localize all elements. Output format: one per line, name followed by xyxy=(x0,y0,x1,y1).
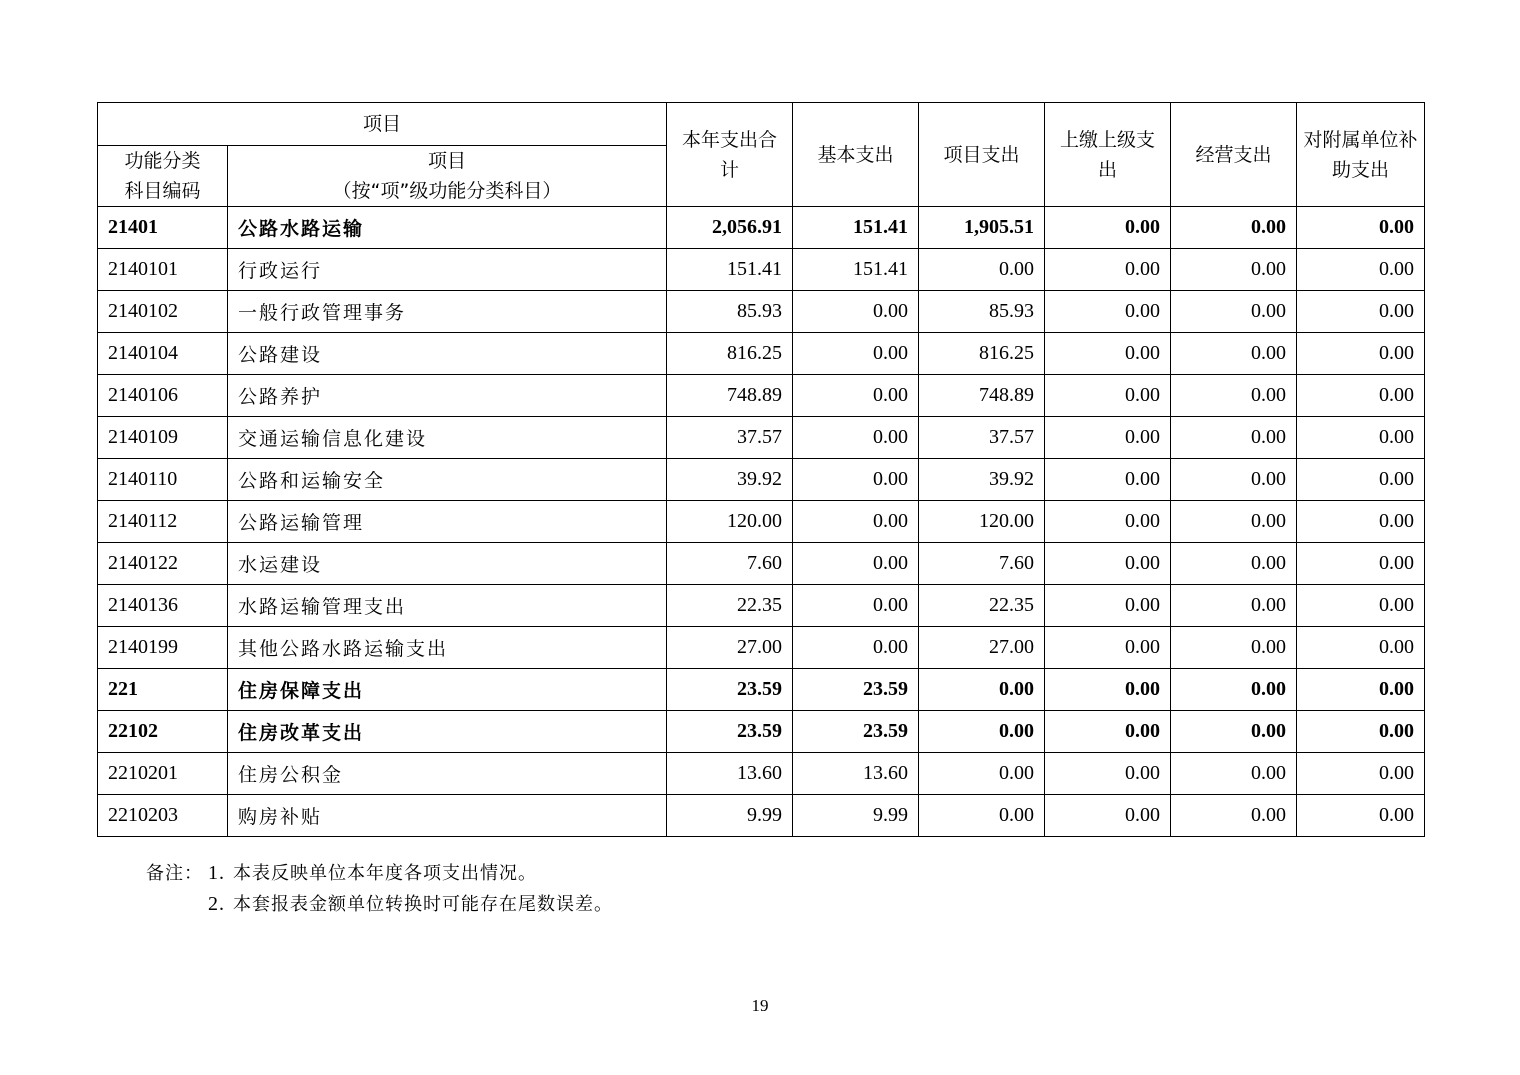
cell-project: 816.25 xyxy=(919,333,1045,375)
table-row xyxy=(98,207,1425,249)
cell-subsidy: 0.00 xyxy=(1297,795,1425,837)
table-row xyxy=(98,417,1425,459)
cell-basic: 0.00 xyxy=(793,333,919,375)
cell-name: 公路养护 xyxy=(228,375,667,417)
note-index: 2. xyxy=(208,893,225,915)
cell-subsidy: 0.00 xyxy=(1297,669,1425,711)
cell-subsidy: 0.00 xyxy=(1297,291,1425,333)
table-body xyxy=(98,207,1425,837)
cell-basic: 151.41 xyxy=(793,207,919,249)
cell-upper: 0.00 xyxy=(1045,333,1171,375)
cell-total: 748.89 xyxy=(667,375,793,417)
expenditure-table xyxy=(97,102,1425,837)
cell-project: 0.00 xyxy=(919,711,1045,753)
cell-total: 23.59 xyxy=(667,669,793,711)
cell-operating: 0.00 xyxy=(1171,753,1297,795)
cell-project: 27.00 xyxy=(919,627,1045,669)
header-subsidy: 对附属单位补助支出 xyxy=(1297,103,1425,207)
cell-code: 2140104 xyxy=(98,333,228,375)
cell-project: 0.00 xyxy=(919,669,1045,711)
cell-total: 151.41 xyxy=(667,249,793,291)
cell-basic: 0.00 xyxy=(793,375,919,417)
cell-operating: 0.00 xyxy=(1171,333,1297,375)
cell-total: 13.60 xyxy=(667,753,793,795)
cell-operating: 0.00 xyxy=(1171,711,1297,753)
header-name-line2: （按“项”级功能分类科目） xyxy=(332,180,562,202)
cell-subsidy: 0.00 xyxy=(1297,627,1425,669)
cell-total: 23.59 xyxy=(667,711,793,753)
cell-name: 公路运输管理 xyxy=(228,501,667,543)
cell-operating: 0.00 xyxy=(1171,669,1297,711)
cell-code: 2140106 xyxy=(98,375,228,417)
cell-project: 1,905.51 xyxy=(919,207,1045,249)
cell-subsidy: 0.00 xyxy=(1297,585,1425,627)
cell-upper: 0.00 xyxy=(1045,585,1171,627)
cell-name: 住房保障支出 xyxy=(228,669,667,711)
cell-operating: 0.00 xyxy=(1171,291,1297,333)
cell-basic: 0.00 xyxy=(793,459,919,501)
cell-project: 0.00 xyxy=(919,795,1045,837)
cell-upper: 0.00 xyxy=(1045,543,1171,585)
cell-subsidy: 0.00 xyxy=(1297,459,1425,501)
cell-upper: 0.00 xyxy=(1045,711,1171,753)
header-upper: 上缴上级支出 xyxy=(1045,103,1171,207)
cell-name: 公路水路运输 xyxy=(228,207,667,249)
cell-upper: 0.00 xyxy=(1045,753,1171,795)
cell-operating: 0.00 xyxy=(1171,417,1297,459)
cell-total: 7.60 xyxy=(667,543,793,585)
cell-total: 37.57 xyxy=(667,417,793,459)
cell-code: 2210201 xyxy=(98,753,228,795)
cell-total: 22.35 xyxy=(667,585,793,627)
cell-subsidy: 0.00 xyxy=(1297,501,1425,543)
cell-upper: 0.00 xyxy=(1045,249,1171,291)
cell-name: 住房改革支出 xyxy=(228,711,667,753)
cell-subsidy: 0.00 xyxy=(1297,711,1425,753)
cell-subsidy: 0.00 xyxy=(1297,375,1425,417)
cell-code: 2140101 xyxy=(98,249,228,291)
cell-code: 2140136 xyxy=(98,585,228,627)
cell-upper: 0.00 xyxy=(1045,627,1171,669)
cell-upper: 0.00 xyxy=(1045,291,1171,333)
header-name-line1: 项目 xyxy=(428,150,467,172)
cell-code: 2140122 xyxy=(98,543,228,585)
table-row xyxy=(98,249,1425,291)
cell-total: 9.99 xyxy=(667,795,793,837)
cell-name: 公路和运输安全 xyxy=(228,459,667,501)
cell-basic: 13.60 xyxy=(793,753,919,795)
cell-project: 39.92 xyxy=(919,459,1045,501)
cell-name: 住房公积金 xyxy=(228,753,667,795)
cell-total: 120.00 xyxy=(667,501,793,543)
cell-subsidy: 0.00 xyxy=(1297,207,1425,249)
note-line-1 xyxy=(146,858,613,889)
cell-operating: 0.00 xyxy=(1171,627,1297,669)
cell-subsidy: 0.00 xyxy=(1297,417,1425,459)
table-row xyxy=(98,291,1425,333)
cell-total: 27.00 xyxy=(667,627,793,669)
cell-code: 2210203 xyxy=(98,795,228,837)
cell-code: 2140102 xyxy=(98,291,228,333)
cell-code: 21401 xyxy=(98,207,228,249)
cell-upper: 0.00 xyxy=(1045,501,1171,543)
notes-label: 备注： xyxy=(146,863,203,884)
cell-operating: 0.00 xyxy=(1171,375,1297,417)
cell-project: 0.00 xyxy=(919,753,1045,795)
header-project: 项目支出 xyxy=(919,103,1045,207)
table-row xyxy=(98,459,1425,501)
header-operating: 经营支出 xyxy=(1171,103,1297,207)
cell-operating: 0.00 xyxy=(1171,501,1297,543)
cell-name: 水运建设 xyxy=(228,543,667,585)
cell-upper: 0.00 xyxy=(1045,375,1171,417)
cell-total: 39.92 xyxy=(667,459,793,501)
page-number: 19 xyxy=(751,996,769,1015)
cell-upper: 0.00 xyxy=(1045,207,1171,249)
cell-upper: 0.00 xyxy=(1045,669,1171,711)
note-text: 本表反映单位本年度各项支出情况。 xyxy=(233,863,537,884)
cell-subsidy: 0.00 xyxy=(1297,753,1425,795)
cell-code: 2140199 xyxy=(98,627,228,669)
cell-basic: 23.59 xyxy=(793,669,919,711)
cell-subsidy: 0.00 xyxy=(1297,543,1425,585)
cell-project: 0.00 xyxy=(919,249,1045,291)
cell-name: 行政运行 xyxy=(228,249,667,291)
cell-name: 公路建设 xyxy=(228,333,667,375)
cell-basic: 23.59 xyxy=(793,711,919,753)
cell-code: 2140109 xyxy=(98,417,228,459)
table-row xyxy=(98,375,1425,417)
cell-subsidy: 0.00 xyxy=(1297,249,1425,291)
cell-basic: 151.41 xyxy=(793,249,919,291)
cell-basic: 9.99 xyxy=(793,795,919,837)
cell-project: 37.57 xyxy=(919,417,1045,459)
cell-total: 816.25 xyxy=(667,333,793,375)
header-basic: 基本支出 xyxy=(793,103,919,207)
cell-operating: 0.00 xyxy=(1171,207,1297,249)
note-index: 1. xyxy=(208,862,225,884)
cell-project: 22.35 xyxy=(919,585,1045,627)
cell-operating: 0.00 xyxy=(1171,249,1297,291)
cell-name: 购房补贴 xyxy=(228,795,667,837)
table-row xyxy=(98,333,1425,375)
cell-basic: 0.00 xyxy=(793,585,919,627)
cell-total: 85.93 xyxy=(667,291,793,333)
cell-upper: 0.00 xyxy=(1045,795,1171,837)
header-total: 本年支出合计 xyxy=(667,103,793,207)
table-row xyxy=(98,585,1425,627)
table-row xyxy=(98,669,1425,711)
cell-name: 一般行政管理事务 xyxy=(228,291,667,333)
cell-operating: 0.00 xyxy=(1171,459,1297,501)
notes xyxy=(146,858,613,920)
cell-basic: 0.00 xyxy=(793,417,919,459)
cell-basic: 0.00 xyxy=(793,627,919,669)
cell-name: 其他公路水路运输支出 xyxy=(228,627,667,669)
cell-upper: 0.00 xyxy=(1045,417,1171,459)
cell-total: 2,056.91 xyxy=(667,207,793,249)
cell-project: 748.89 xyxy=(919,375,1045,417)
table-row xyxy=(98,795,1425,837)
header-code: 功能分类科目编码 xyxy=(98,146,228,207)
table-row xyxy=(98,501,1425,543)
table-row xyxy=(98,543,1425,585)
table-row xyxy=(98,627,1425,669)
cell-project: 85.93 xyxy=(919,291,1045,333)
cell-project: 7.60 xyxy=(919,543,1045,585)
cell-basic: 0.00 xyxy=(793,543,919,585)
cell-name: 交通运输信息化建设 xyxy=(228,417,667,459)
cell-code: 221 xyxy=(98,669,228,711)
cell-name: 水路运输管理支出 xyxy=(228,585,667,627)
note-text: 本套报表金额单位转换时可能存在尾数误差。 xyxy=(233,894,613,915)
cell-upper: 0.00 xyxy=(1045,459,1171,501)
cell-operating: 0.00 xyxy=(1171,795,1297,837)
cell-subsidy: 0.00 xyxy=(1297,333,1425,375)
cell-basic: 0.00 xyxy=(793,501,919,543)
table-row xyxy=(98,753,1425,795)
cell-code: 2140110 xyxy=(98,459,228,501)
table-row xyxy=(98,711,1425,753)
cell-basic: 0.00 xyxy=(793,291,919,333)
note-line-2 xyxy=(146,889,613,920)
header-name xyxy=(228,146,667,207)
cell-operating: 0.00 xyxy=(1171,543,1297,585)
cell-project: 120.00 xyxy=(919,501,1045,543)
cell-code: 2140112 xyxy=(98,501,228,543)
header-project-group: 项目 xyxy=(98,103,667,146)
cell-code: 22102 xyxy=(98,711,228,753)
cell-operating: 0.00 xyxy=(1171,585,1297,627)
